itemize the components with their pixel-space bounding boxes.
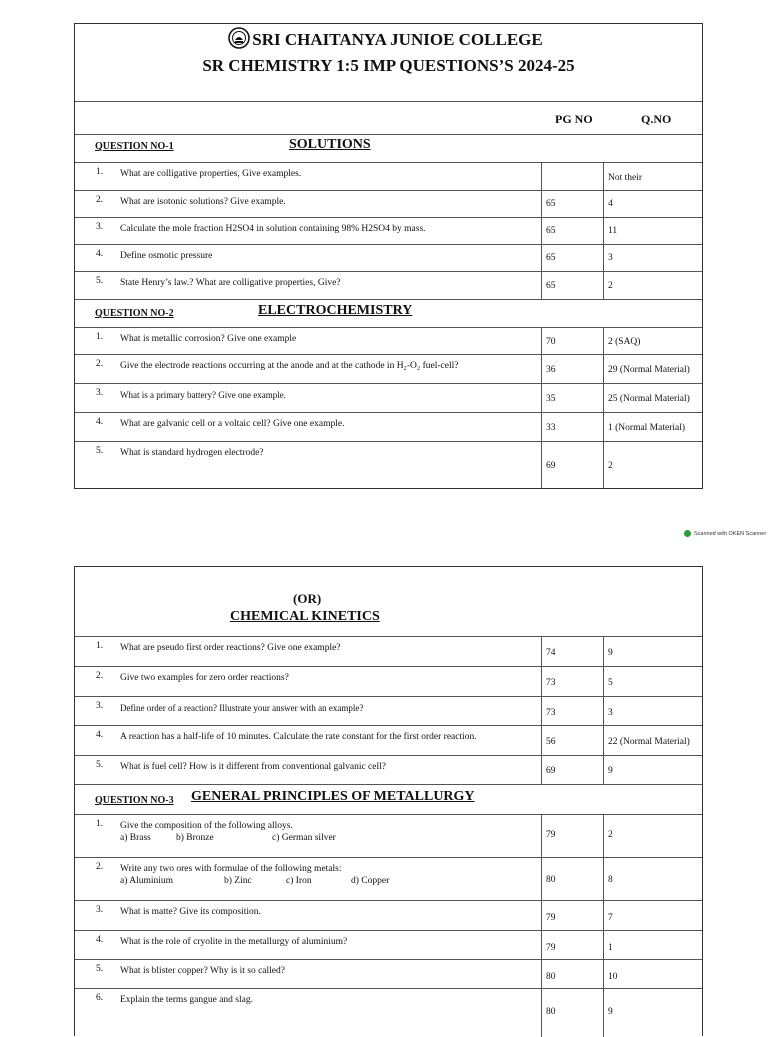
table-row [75, 857, 702, 900]
section-header-q3 [75, 784, 702, 814]
question-text: Give the electrode reactions occurring at the anode and at the cathode in H₂-O₂ fuel-cell? [120, 361, 459, 371]
table-row [75, 666, 702, 696]
question-number: 8 [608, 875, 613, 885]
table-row [75, 814, 702, 857]
page2-table [74, 566, 703, 1036]
question-text: What are colligative properties, Give examples. [120, 169, 302, 179]
item-number: 1. [96, 641, 104, 651]
table-row [75, 217, 702, 244]
item-number: 5. [96, 446, 104, 456]
option: d) Copper [351, 876, 390, 886]
question-number: 25 (Normal Material) [608, 394, 690, 404]
section-title: ELECTROCHEMISTRY [258, 303, 413, 318]
page-number: 35 [546, 394, 556, 404]
question-number: 3 [608, 253, 613, 263]
item-number: 2. [96, 359, 104, 369]
question-text: What is standard hydrogen electrode? [120, 448, 264, 458]
options-line [120, 833, 336, 843]
question-text: Define osmotic pressure [120, 251, 213, 261]
question-number: 22 (Normal Material) [608, 737, 690, 747]
option: a) Brass [120, 833, 151, 843]
header-row [75, 24, 702, 101]
table-row [75, 190, 702, 217]
page-number: 65 [546, 226, 556, 236]
table-row [75, 988, 702, 1037]
question-number: Not their [608, 173, 643, 183]
question-number: 3 [608, 708, 613, 718]
table-row [75, 636, 702, 666]
table-row [75, 930, 702, 959]
question-text: What is matte? Give its composition. [120, 907, 261, 917]
question-text: Write any two ores with formulae of the following metals: [120, 864, 342, 874]
question-text: What are pseudo first order reactions? Give one example? [120, 643, 341, 653]
question-number: 10 [608, 972, 618, 982]
question-number: 1 (Normal Material) [608, 423, 686, 433]
question-text: State Henry’s law.? What are colligative properties, Give? [120, 278, 341, 288]
page-number: 80 [546, 875, 556, 885]
question-number: 1 [608, 943, 613, 953]
table-row [75, 327, 702, 354]
page-number: 80 [546, 1007, 556, 1017]
page-number: 69 [546, 461, 556, 471]
options-line [120, 876, 389, 886]
question-number: 2 [608, 830, 613, 840]
page-number: 33 [546, 423, 556, 433]
item-number: 1. [96, 332, 104, 342]
question-number: 4 [608, 199, 613, 209]
item-number: 6. [96, 993, 104, 1003]
column-header-pg-no: PG NO [555, 112, 593, 126]
item-number: 1. [96, 819, 104, 829]
question-number: 9 [608, 766, 613, 776]
item-number: 4. [96, 730, 104, 740]
page-number: 74 [546, 648, 556, 658]
section-title: CHEMICAL KINETICS [230, 609, 380, 624]
table-row [75, 244, 702, 271]
column-header-q-no: Q.NO [641, 112, 672, 126]
question-text: What are isotonic solutions? Give example. [120, 197, 286, 207]
scanner-watermark [684, 530, 766, 537]
question-number: 2 (SAQ) [608, 337, 641, 347]
question-number: 29 (Normal Material) [608, 365, 690, 375]
item-number: 3. [96, 905, 104, 915]
question-text: What are galvanic cell or a voltaic cell? Give one example. [120, 419, 345, 429]
table-row [75, 271, 702, 299]
question-text: Explain the terms gangue and slag. [120, 995, 253, 1005]
section-title: SOLUTIONS [289, 137, 371, 152]
table-row [75, 412, 702, 441]
item-number: 4. [96, 935, 104, 945]
option: b) Zinc [224, 876, 252, 886]
question-text: Calculate the mole fraction H2SO4 in solution containing 98% H2SO4 by mass. [120, 224, 426, 234]
scanner-logo-icon [684, 530, 691, 537]
table-row [75, 696, 702, 725]
question-text: Give the composition of the following alloys. [120, 821, 293, 831]
table-row [75, 441, 702, 488]
question-text: A reaction has a half-life of 10 minutes. Calculate the rate constant for the first order reaction. [120, 732, 477, 742]
page1-table [74, 23, 703, 489]
section-title: GENERAL PRINCIPLES OF METALLURGY [191, 789, 475, 804]
college-name: SRI CHAITANYA JUNIOE COLLEGE [252, 30, 543, 49]
question-number: 2 [608, 281, 613, 291]
question-text: What is the role of cryolite in the metallurgy of aluminium? [120, 937, 348, 947]
page-number: 80 [546, 972, 556, 982]
page-number: 79 [546, 830, 556, 840]
page-number: 79 [546, 943, 556, 953]
option: c) Iron [286, 876, 312, 886]
question-label: QUESTION NO-2 [95, 308, 174, 319]
question-text: What is a primary battery? Give one example. [120, 390, 286, 400]
question-number: 7 [608, 913, 613, 923]
question-text: What is metallic corrosion? Give one example [120, 334, 297, 344]
page-number: 65 [546, 253, 556, 263]
or-label: (OR) [293, 591, 322, 606]
item-number: 3. [96, 388, 104, 398]
item-number: 5. [96, 760, 104, 770]
section-header-chemical-kinetics [75, 567, 702, 636]
table-row [75, 755, 702, 784]
item-number: 3. [96, 701, 104, 711]
item-number: 2. [96, 671, 104, 681]
table-row [75, 162, 702, 190]
item-number: 5. [96, 276, 104, 286]
page-number: 36 [546, 365, 556, 375]
question-number: 11 [608, 226, 618, 236]
item-number: 5. [96, 964, 104, 974]
item-number: 2. [96, 195, 104, 205]
item-number: 4. [96, 417, 104, 427]
page-number: 65 [546, 199, 556, 209]
table-row [75, 383, 702, 412]
column-header-row [75, 101, 702, 134]
item-number: 3. [96, 222, 104, 232]
watermark-text: Scanned with OKEN Scanner [694, 530, 767, 537]
page-number: 79 [546, 913, 556, 923]
option: c) German silver [272, 833, 336, 843]
question-number: 9 [608, 648, 613, 658]
item-number: 2. [96, 862, 104, 872]
page-title: SR CHEMISTRY 1:5 IMP QUESTIONS’S 2024-25 [202, 56, 575, 75]
item-number: 4. [96, 249, 104, 259]
page-number: 73 [546, 678, 556, 688]
question-number: 5 [608, 678, 613, 688]
question-number: 2 [608, 461, 613, 471]
question-label: QUESTION NO-1 [95, 141, 174, 152]
page-number: 56 [546, 737, 556, 747]
question-text: Give two examples for zero order reactions? [120, 673, 289, 683]
question-text: Define order of a reaction? Illustrate your answer with an example? [120, 703, 364, 713]
question-label: QUESTION NO-3 [95, 795, 174, 806]
table-row [75, 354, 702, 383]
option: a) Aluminium [120, 876, 174, 886]
question-number: 9 [608, 1007, 613, 1017]
option: b) Bronze [176, 833, 214, 843]
page-number: 73 [546, 708, 556, 718]
item-number: 1. [96, 167, 104, 177]
page-number: 69 [546, 766, 556, 776]
section-header-q1 [75, 134, 702, 162]
table-row [75, 900, 702, 930]
question-text: What is fuel cell? How is it different from conventional galvanic cell? [120, 762, 386, 772]
question-text: What is blister copper? Why is it so called? [120, 966, 285, 976]
page-number: 65 [546, 281, 556, 291]
table-row [75, 725, 702, 755]
page-number: 70 [546, 337, 556, 347]
table-row [75, 959, 702, 988]
section-header-q2 [75, 299, 702, 327]
